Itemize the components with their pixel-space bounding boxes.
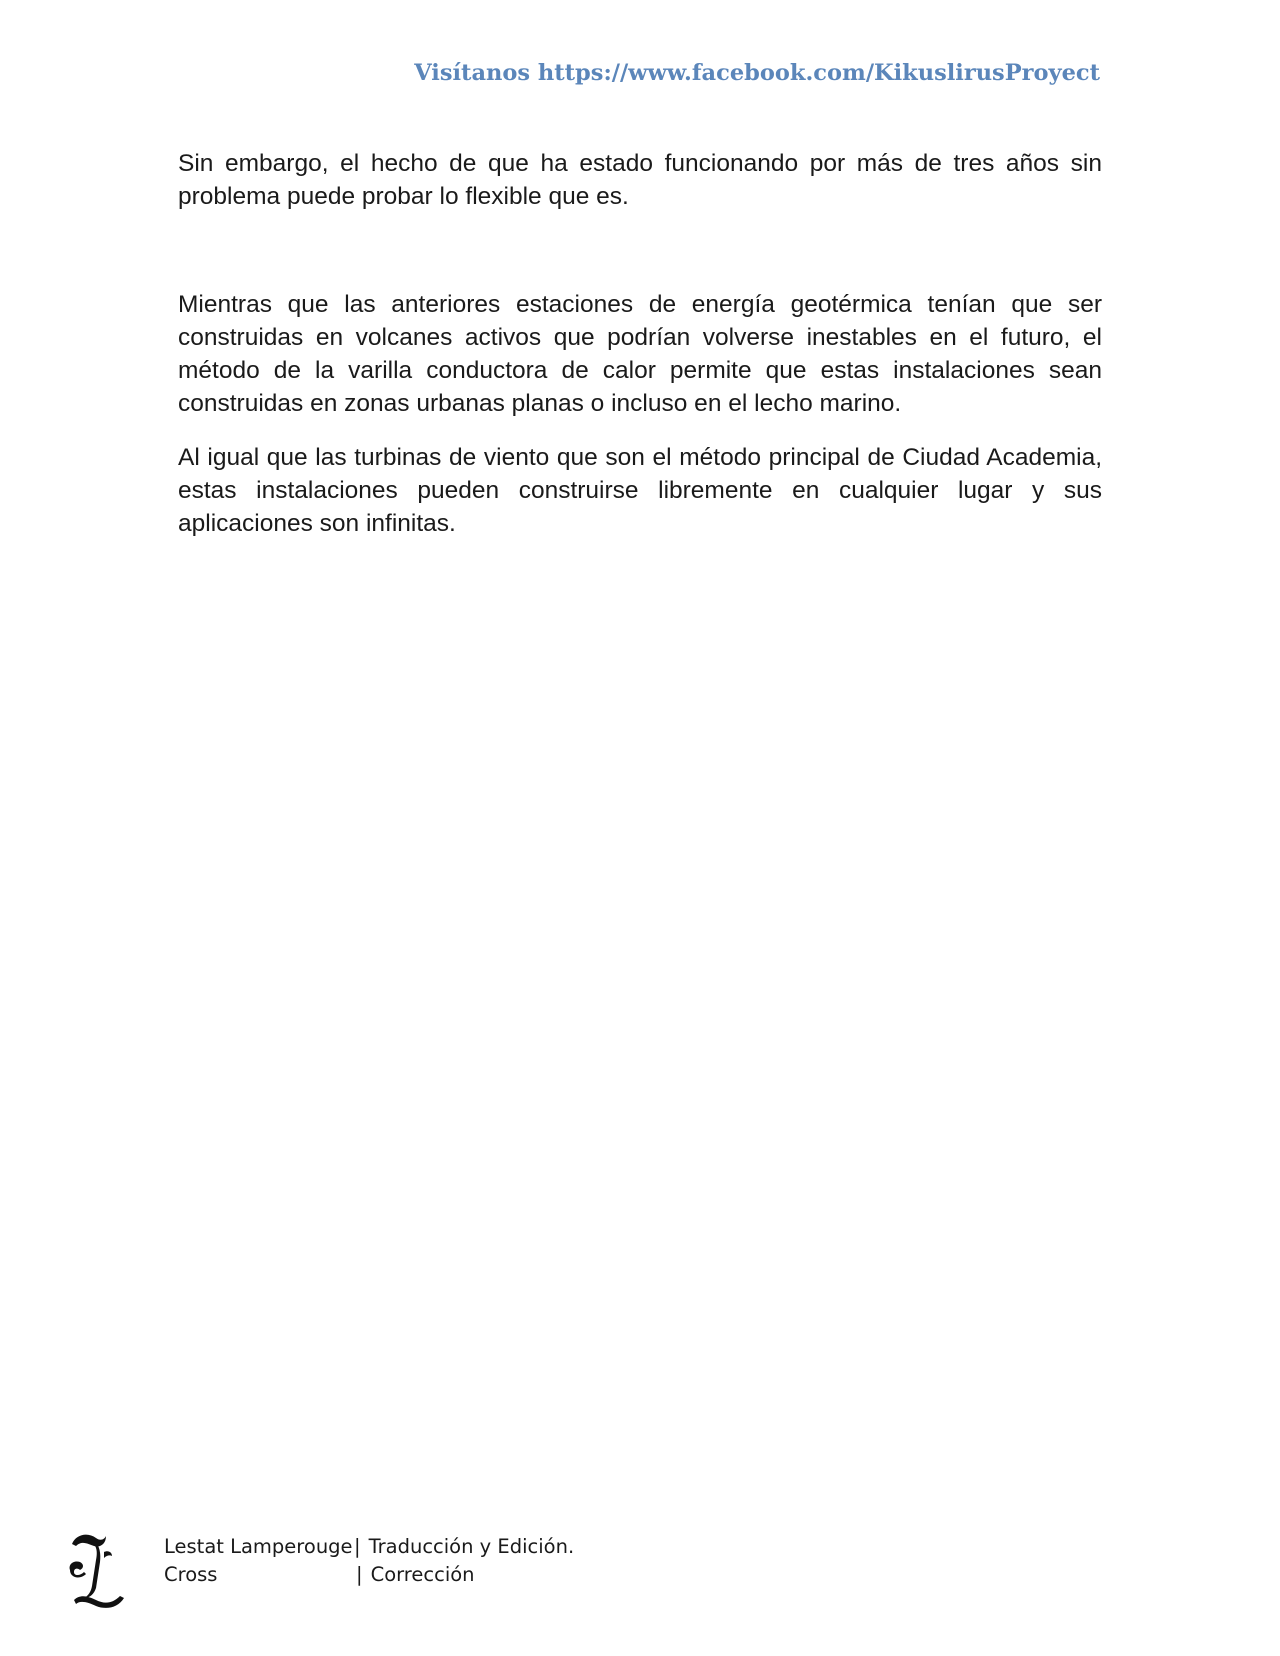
paragraph-3: Al igual que las turbinas de viento que son el método principal de Ciudad Academia, estas instalaciones pueden construirse libremente en cualquier lugar y sus aplicaciones son infinitas. [178,444,1102,537]
paragraph-1: Sin embargo, el hecho de que ha estado funcionando por más de tres años sin problema puede probar lo flexible que es. [178,150,1102,210]
credit-row [164,1561,574,1589]
credit-role: Traducción y Edición. [368,1535,575,1558]
paragraph-2: Mientras que las anteriores estaciones de energía geotérmica tenían que ser construidas en volcanes activos que podrían volverse inestables en el futuro, el método de la varilla conductora de calor permite que estas instalaciones sean construidas en zonas urbanas planas o incluso en el lecho marino. [178,291,1102,417]
facebook-header-link[interactable]: Visítanos https://www.facebook.com/KikuslirusProyect [414,60,1100,86]
credit-role: Corrección [370,1563,475,1586]
credit-separator: | [354,1535,361,1558]
footer-credits [164,1533,574,1589]
credit-row [164,1533,574,1561]
credit-name: Lestat Lamperouge [164,1535,353,1558]
gothic-l-logo-icon [66,1530,128,1610]
credit-separator: | [356,1563,363,1586]
credit-name: Cross [164,1563,218,1586]
